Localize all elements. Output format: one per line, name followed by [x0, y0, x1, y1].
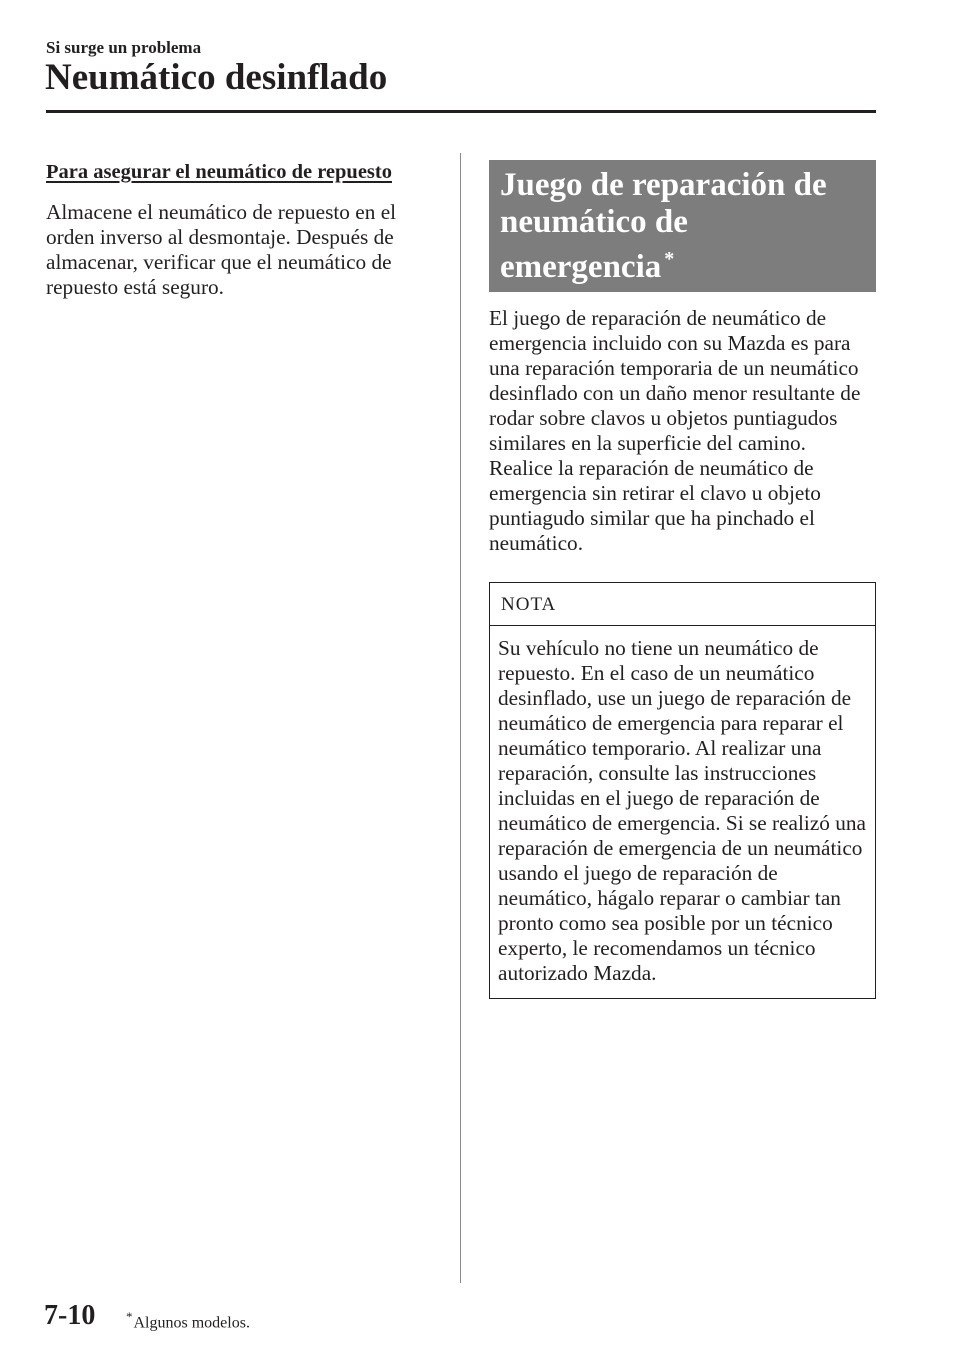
section-heading-repair-kit [489, 160, 876, 292]
note-box [489, 582, 876, 999]
page-title: Neumático desinflado [45, 57, 388, 98]
section-heading-text: Juego de reparación de neumático de emergencia [500, 167, 827, 285]
left-column [46, 160, 438, 300]
title-rule [46, 110, 876, 113]
column-divider [460, 153, 461, 1283]
subheading-spare-tire: Para asegurar el neumático de repuesto [46, 161, 392, 183]
repair-kit-body [489, 306, 876, 556]
repair-kit-paragraph-1: El juego de reparación de neumático de emergencia incluido con su Mazda es para una reparación temporaria de un neumático desinflado con un daño menor resultante de rodar sobre clavos u objetos puntiagudos similares en la superficie del camino. [489, 306, 861, 455]
some-models-mark: * [664, 248, 675, 270]
right-column [489, 160, 876, 999]
spare-tire-paragraph: Almacene el neumático de repuesto en el orden inverso al desmontaje. Después de almacenar, verificar que el neumático de repuesto está seguro. [46, 199, 397, 299]
section-label: Si surge un problema [46, 38, 202, 57]
footnote [126, 1309, 250, 1332]
footnote-mark: * [126, 1309, 133, 1324]
note-label: NOTA [490, 583, 875, 626]
repair-kit-paragraph-2: Realice la reparación de neumático de emergencia sin retirar el clavo u objeto puntiagudo similar que ha pinchado el neumático. [489, 456, 821, 555]
footnote-text: Algunos modelos. [133, 1314, 250, 1332]
page-number: 7-10 [44, 1300, 96, 1331]
note-text: Su vehículo no tiene un neumático de repuesto. En el caso de un neumático desinflado, use un juego de reparación de neumático de emergencia para reparar el neumático temporario. Al realizar una reparación, consulte las instrucciones incluidas en el juego de reparación de neumático de emergencia. Si se realizó una reparación de emergencia de un neumático usando el juego de reparación de neumático, hágalo reparar o cambiar tan pronto como sea posible por un técnico experto, le recomendamos un técnico autorizado Mazda. [498, 636, 867, 985]
